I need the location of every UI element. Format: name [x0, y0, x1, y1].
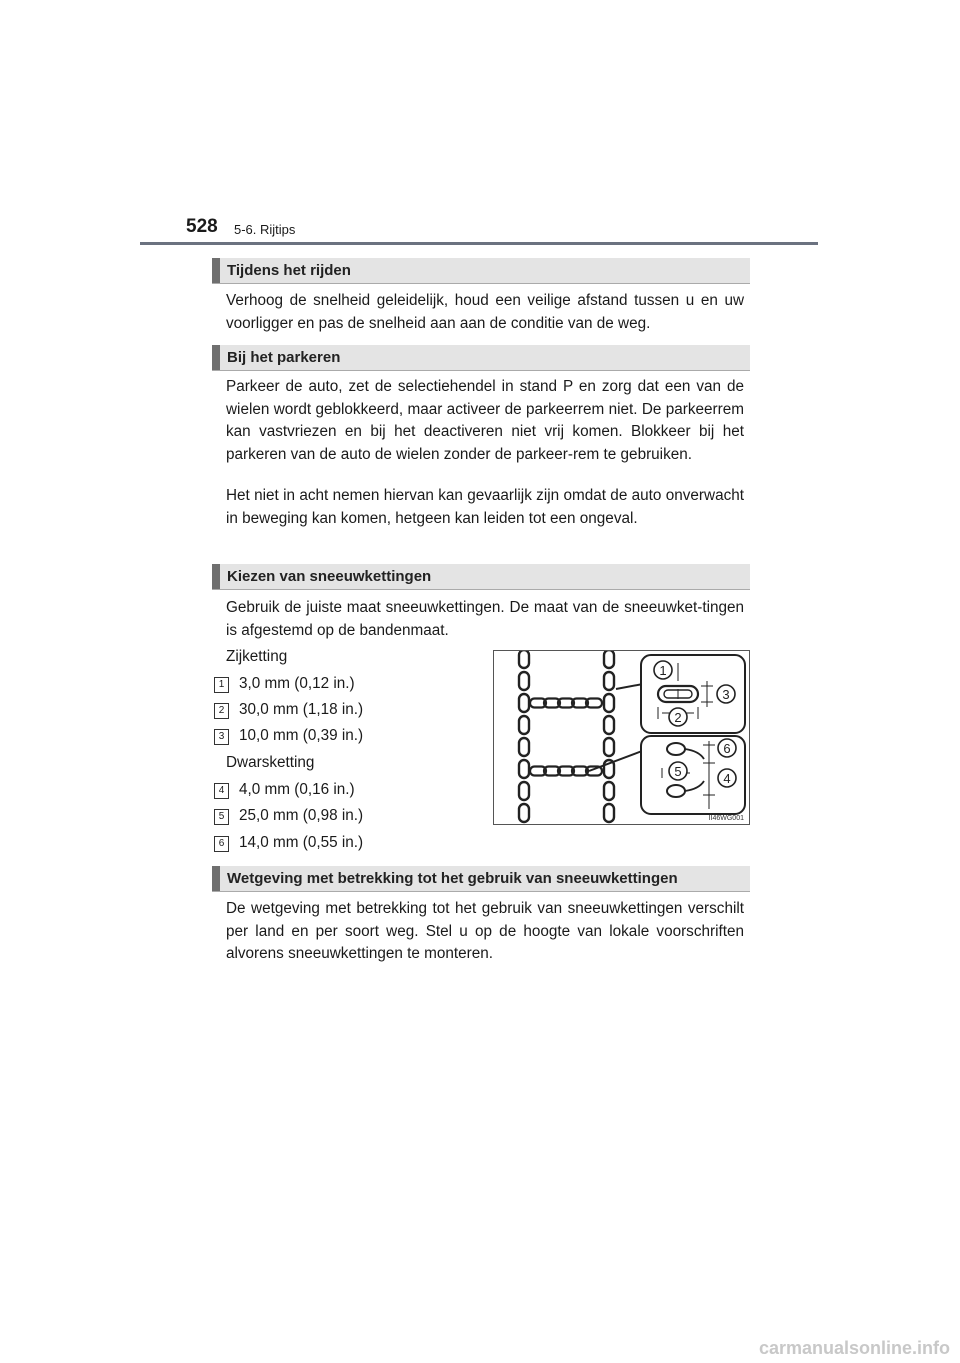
section-header-parking: [212, 345, 750, 371]
choosing-paragraph: Gebruik de juiste maat sneeuwkettingen. De maat van de sneeuwket-tingen is afgestemd op de bandenmaat.: [226, 599, 744, 639]
number-box: 4: [214, 783, 229, 799]
footer-watermark: [0, 1340, 960, 1358]
list-item-value: 4,0 mm (0,16 in.): [239, 781, 355, 798]
page-number: 528: [186, 216, 218, 237]
callout-number: 4: [723, 771, 731, 786]
list-item-value: 10,0 mm (0,39 in.): [239, 727, 364, 744]
legislation-paragraph: De wetgeving met betrekking tot het gebruik van sneeuwkettingen verschilt per land en per soort weg. Stel u op de hoogte van lokale voorschriften alvorens sneeuwkettingen te monteren.: [226, 900, 744, 962]
list-item: [214, 832, 363, 854]
section-title: Tijdens het rijden: [227, 262, 351, 279]
list-item: [214, 673, 355, 695]
left-side-chain: [519, 651, 529, 822]
section-header-choosing: [212, 564, 750, 590]
watermark-text: carmanualsonline.info: [758, 1340, 950, 1358]
callout-number: 2: [674, 710, 682, 725]
watermark-logo: [0, 1340, 960, 1358]
callout-number: 6: [723, 741, 731, 756]
right-side-chain: [604, 651, 614, 822]
callout-number: 1: [659, 663, 667, 678]
section-tab: [212, 258, 220, 283]
callout-4: [718, 769, 736, 787]
list-item-value: 25,0 mm (0,98 in.): [239, 807, 364, 824]
section-title: Bij het parkeren: [227, 349, 341, 366]
snow-chain-illustration: [494, 651, 749, 824]
section-title: Wetgeving met betrekking tot het gebruik van sneeuwkettingen: [227, 870, 678, 887]
callout-number: 3: [722, 687, 730, 702]
section-title: Kiezen van sneeuwkettingen: [227, 568, 432, 585]
section-header-driving: [212, 258, 750, 284]
upper-cross-chain: [530, 699, 602, 708]
driving-paragraph: Verhoog de snelheid geleidelijk, houd een veilige afstand tussen u en uw voorligger en pas de snelheid aan aan de conditie van de weg.: [226, 292, 744, 332]
section-tab: [212, 866, 220, 891]
list-item-value: 3,0 mm (0,12 in.): [239, 675, 355, 692]
side-chain-label: Zijketting: [226, 648, 288, 665]
list-item-value: 30,0 mm (1,18 in.): [239, 701, 364, 718]
list-item-value: 14,0 mm (0,55 in.): [239, 834, 364, 851]
callout-5: [669, 762, 687, 780]
leader-line: [589, 751, 642, 771]
cross-chain-label: Dwarsketting: [226, 754, 315, 771]
section-header-legislation: [212, 866, 750, 892]
number-box: 3: [214, 729, 229, 745]
callout-3: [717, 685, 735, 703]
parking-paragraph-1: Parkeer de auto, zet de selectiehendel in stand P en zorg dat een van de wielen wordt geblokkeerd, maar activeer de parkeerrem niet. De parkeerrem kan vastvriezen en bij het deactiveren niet vrij komen. Blokkeer bij het parkeren van de auto de wielen zonder de parkeer-rem te gebruiken.: [226, 378, 744, 463]
list-item: [214, 805, 363, 827]
callout-1: [654, 661, 672, 679]
figure-code: II46WG001: [708, 815, 744, 822]
snow-chain-figure: [493, 650, 750, 825]
callout-2: [669, 708, 687, 726]
chapter-title: 5-6. Rijtips: [234, 222, 296, 237]
list-item: [214, 779, 355, 801]
number-box: 5: [214, 809, 229, 825]
callout-6: [718, 739, 736, 757]
number-box: 2: [214, 703, 229, 719]
list-item: [214, 725, 363, 747]
section-tab: [212, 564, 220, 589]
section-tab: [212, 345, 220, 370]
parking-paragraph-2: Het niet in acht nemen hiervan kan gevaarlijk zijn omdat de auto onverwacht in beweging kan komen, hetgeen kan leiden tot een ongeval.: [226, 487, 744, 527]
list-item: [214, 699, 363, 721]
header-rule: [140, 242, 818, 245]
number-box: 6: [214, 836, 229, 852]
callout-number: 5: [674, 764, 682, 779]
number-box: 1: [214, 677, 229, 693]
